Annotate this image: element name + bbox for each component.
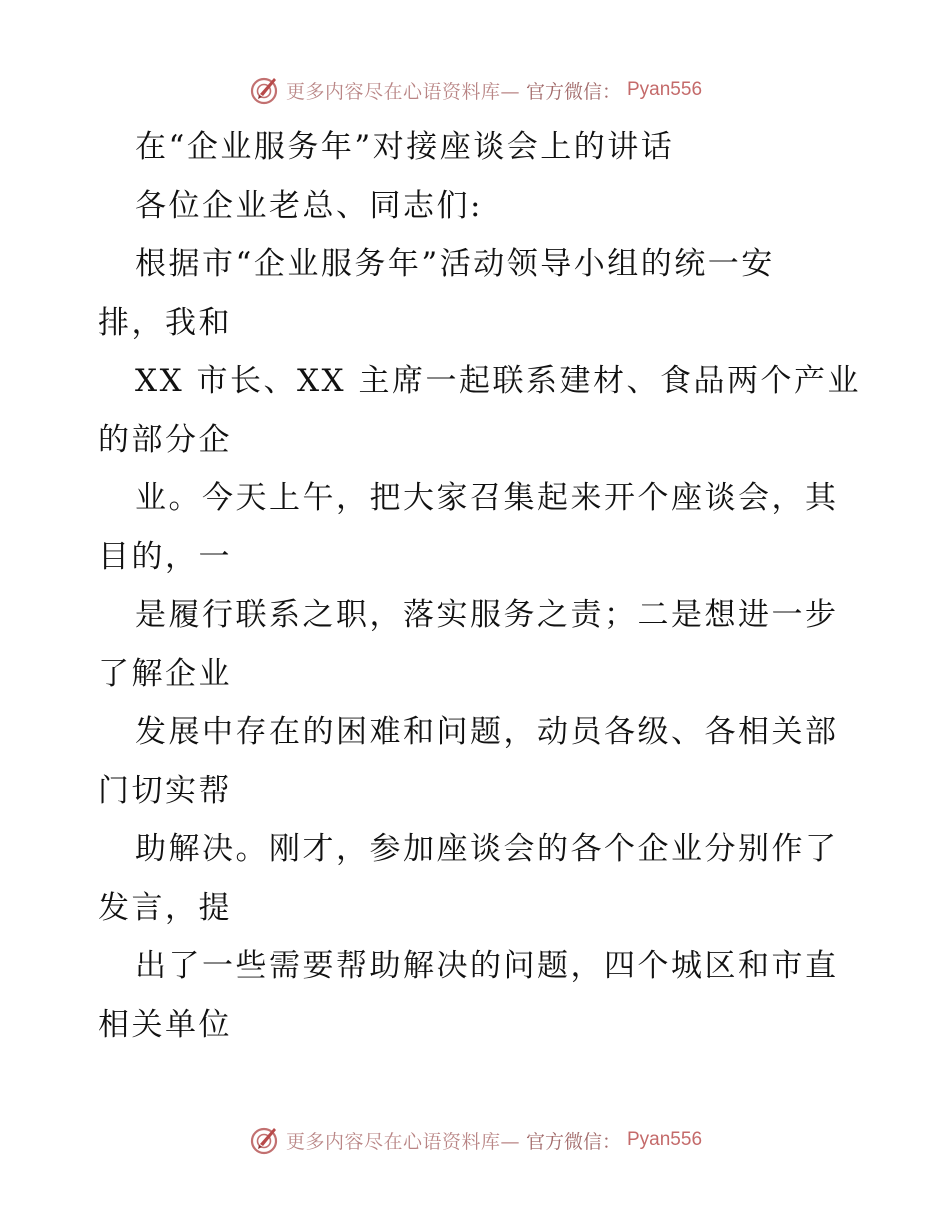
paragraph-line: 相关单位 [98, 1006, 232, 1043]
header-watermark-banner [0, 70, 950, 110]
paragraph-line: XX 市长、XX 主席一起联系建材、食品两个产业 [135, 363, 861, 399]
paragraph-line: 门切实帮 [98, 772, 232, 809]
footer-watermark-banner [0, 1120, 950, 1160]
quill-pen-logo-icon [248, 74, 280, 106]
paragraph-line: 的部分企 [98, 421, 232, 458]
paragraph-line: 发展中存在的困难和问题，动员各级、各相关部 [135, 714, 839, 750]
paragraph-line: 了解企业 [98, 655, 232, 692]
document-body [98, 118, 861, 1054]
footer-banner-text: 更多内容尽在心语资料库— [285, 1130, 520, 1153]
header-wechat-id: Pyan556 [627, 79, 703, 100]
footer-wechat-id: Pyan556 [627, 1129, 703, 1150]
paragraph-line: 发言，提 [98, 889, 232, 926]
quill-pen-logo-icon [248, 1124, 280, 1156]
paragraph-line: 各位企业老总、同志们: [135, 187, 483, 224]
header-wechat-label: 官方微信： [525, 80, 621, 103]
paragraph-line: 是履行联系之职，落实服务之责；二是想进一步 [135, 597, 839, 633]
paragraph-line: 根据市“企业服务年”活动领导小组的统一安 [135, 246, 775, 282]
paragraph-line: 业。今天上午，把大家召集起来开个座谈会，其 [135, 480, 839, 516]
paragraph-line: 出了一些需要帮助解决的问题，四个城区和市直 [135, 948, 839, 984]
footer-wechat-label: 官方微信： [525, 1130, 621, 1153]
header-banner-text: 更多内容尽在心语资料库— [285, 80, 520, 103]
paragraph-line: 目的，一 [98, 538, 232, 575]
paragraph-line: 助解决。刚才，参加座谈会的各个企业分别作了 [135, 831, 839, 867]
document-title: 在“企业服务年”对接座谈会上的讲话 [135, 129, 675, 165]
paragraph-line: 排，我和 [98, 304, 232, 341]
